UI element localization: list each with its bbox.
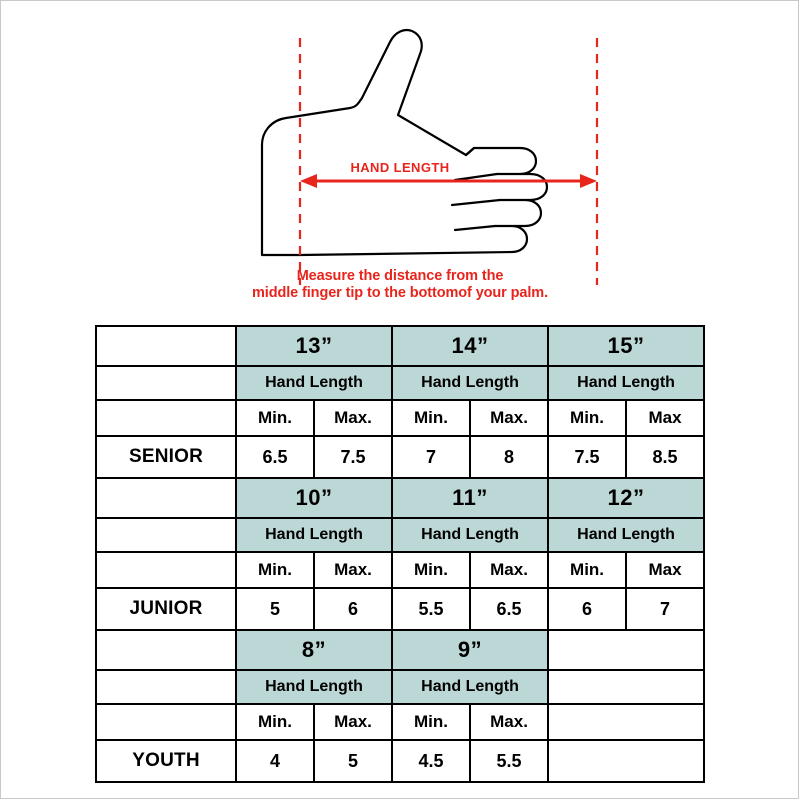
- minmax-senior-14-min: Min.: [392, 400, 470, 436]
- table-row: [96, 436, 704, 478]
- minmax-junior-10-min: Min.: [236, 552, 314, 588]
- table-row: [96, 326, 704, 366]
- table-row: [96, 588, 704, 630]
- arrow-head-right-icon: [580, 174, 597, 188]
- table-row: [96, 740, 704, 782]
- hand-length-header-senior-13: Hand Length: [236, 366, 392, 400]
- hand-length-header-junior-12: Hand Length: [548, 518, 704, 552]
- hand-length-header-senior-14: Hand Length: [392, 366, 548, 400]
- spacer-cell: [96, 518, 236, 552]
- table-row: [96, 704, 704, 740]
- table-row: [96, 670, 704, 704]
- spacer-cell: [548, 670, 704, 704]
- spacer-cell: [96, 630, 236, 670]
- size-header-senior-13: 13”: [236, 326, 392, 366]
- minmax-junior-11-min: Min.: [392, 552, 470, 588]
- hand-length-label: HAND LENGTH: [350, 160, 450, 175]
- value-youth-9-max: 5.5: [470, 740, 548, 782]
- minmax-senior-13-max: Max.: [314, 400, 392, 436]
- value-senior-13-min: 6.5: [236, 436, 314, 478]
- minmax-senior-14-max: Max.: [470, 400, 548, 436]
- size-header-junior-11: 11”: [392, 478, 548, 518]
- value-youth-9-min: 4.5: [392, 740, 470, 782]
- spacer-cell: [96, 670, 236, 704]
- measurement-caption: [0, 268, 800, 302]
- size-header-junior-10: 10”: [236, 478, 392, 518]
- spacer-cell: [96, 552, 236, 588]
- size-header-youth-8: 8”: [236, 630, 392, 670]
- hand-measurement-diagram: [0, 0, 800, 315]
- hand-length-header-junior-11: Hand Length: [392, 518, 548, 552]
- table-row: [96, 366, 704, 400]
- table-row: [96, 518, 704, 552]
- value-senior-15-max: 8.5: [626, 436, 704, 478]
- table-row: [96, 630, 704, 670]
- minmax-senior-13-min: Min.: [236, 400, 314, 436]
- spacer-cell: [548, 740, 704, 782]
- value-junior-10-max: 6: [314, 588, 392, 630]
- value-senior-14-min: 7: [392, 436, 470, 478]
- hand-length-header-junior-10: Hand Length: [236, 518, 392, 552]
- measurement-caption-line-2: middle finger tip to the bottomof your palm.: [251, 285, 549, 301]
- hand-length-header-senior-15: Hand Length: [548, 366, 704, 400]
- minmax-junior-12-min: Min.: [548, 552, 626, 588]
- minmax-youth-9-min: Min.: [392, 704, 470, 740]
- spacer-cell: [96, 366, 236, 400]
- group-label-senior: SENIOR: [96, 436, 236, 478]
- measurement-caption-line-1: Measure the distance from the: [296, 268, 504, 284]
- hand-length-header-youth-9: Hand Length: [392, 670, 548, 704]
- value-senior-13-max: 7.5: [314, 436, 392, 478]
- hand-length-header-youth-8: Hand Length: [236, 670, 392, 704]
- group-label-junior: JUNIOR: [96, 588, 236, 630]
- minmax-junior-10-max: Max.: [314, 552, 392, 588]
- size-chart-table: [95, 325, 705, 783]
- size-header-senior-15: 15”: [548, 326, 704, 366]
- spacer-cell: [96, 478, 236, 518]
- spacer-cell: [548, 704, 704, 740]
- minmax-youth-8-max: Max.: [314, 704, 392, 740]
- spacer-cell: [96, 704, 236, 740]
- table-row: [96, 552, 704, 588]
- value-youth-8-max: 5: [314, 740, 392, 782]
- spacer-cell: [96, 326, 236, 366]
- hand-outline: [262, 30, 547, 255]
- group-label-youth: YOUTH: [96, 740, 236, 782]
- size-header-senior-14: 14”: [392, 326, 548, 366]
- minmax-youth-8-min: Min.: [236, 704, 314, 740]
- minmax-junior-11-max: Max.: [470, 552, 548, 588]
- value-senior-14-max: 8: [470, 436, 548, 478]
- table-row: [96, 400, 704, 436]
- minmax-senior-15-min: Min.: [548, 400, 626, 436]
- value-junior-10-min: 5: [236, 588, 314, 630]
- spacer-cell: [96, 400, 236, 436]
- size-header-youth-9: 9”: [392, 630, 548, 670]
- value-junior-11-min: 5.5: [392, 588, 470, 630]
- value-junior-11-max: 6.5: [470, 588, 548, 630]
- size-header-junior-12: 12”: [548, 478, 704, 518]
- value-youth-8-min: 4: [236, 740, 314, 782]
- value-junior-12-max: 7: [626, 588, 704, 630]
- minmax-junior-12-max: Max: [626, 552, 704, 588]
- minmax-youth-9-max: Max.: [470, 704, 548, 740]
- size-chart: [95, 325, 705, 783]
- value-junior-12-min: 6: [548, 588, 626, 630]
- table-row: [96, 478, 704, 518]
- minmax-senior-15-max: Max: [626, 400, 704, 436]
- spacer-cell: [548, 630, 704, 670]
- value-senior-15-min: 7.5: [548, 436, 626, 478]
